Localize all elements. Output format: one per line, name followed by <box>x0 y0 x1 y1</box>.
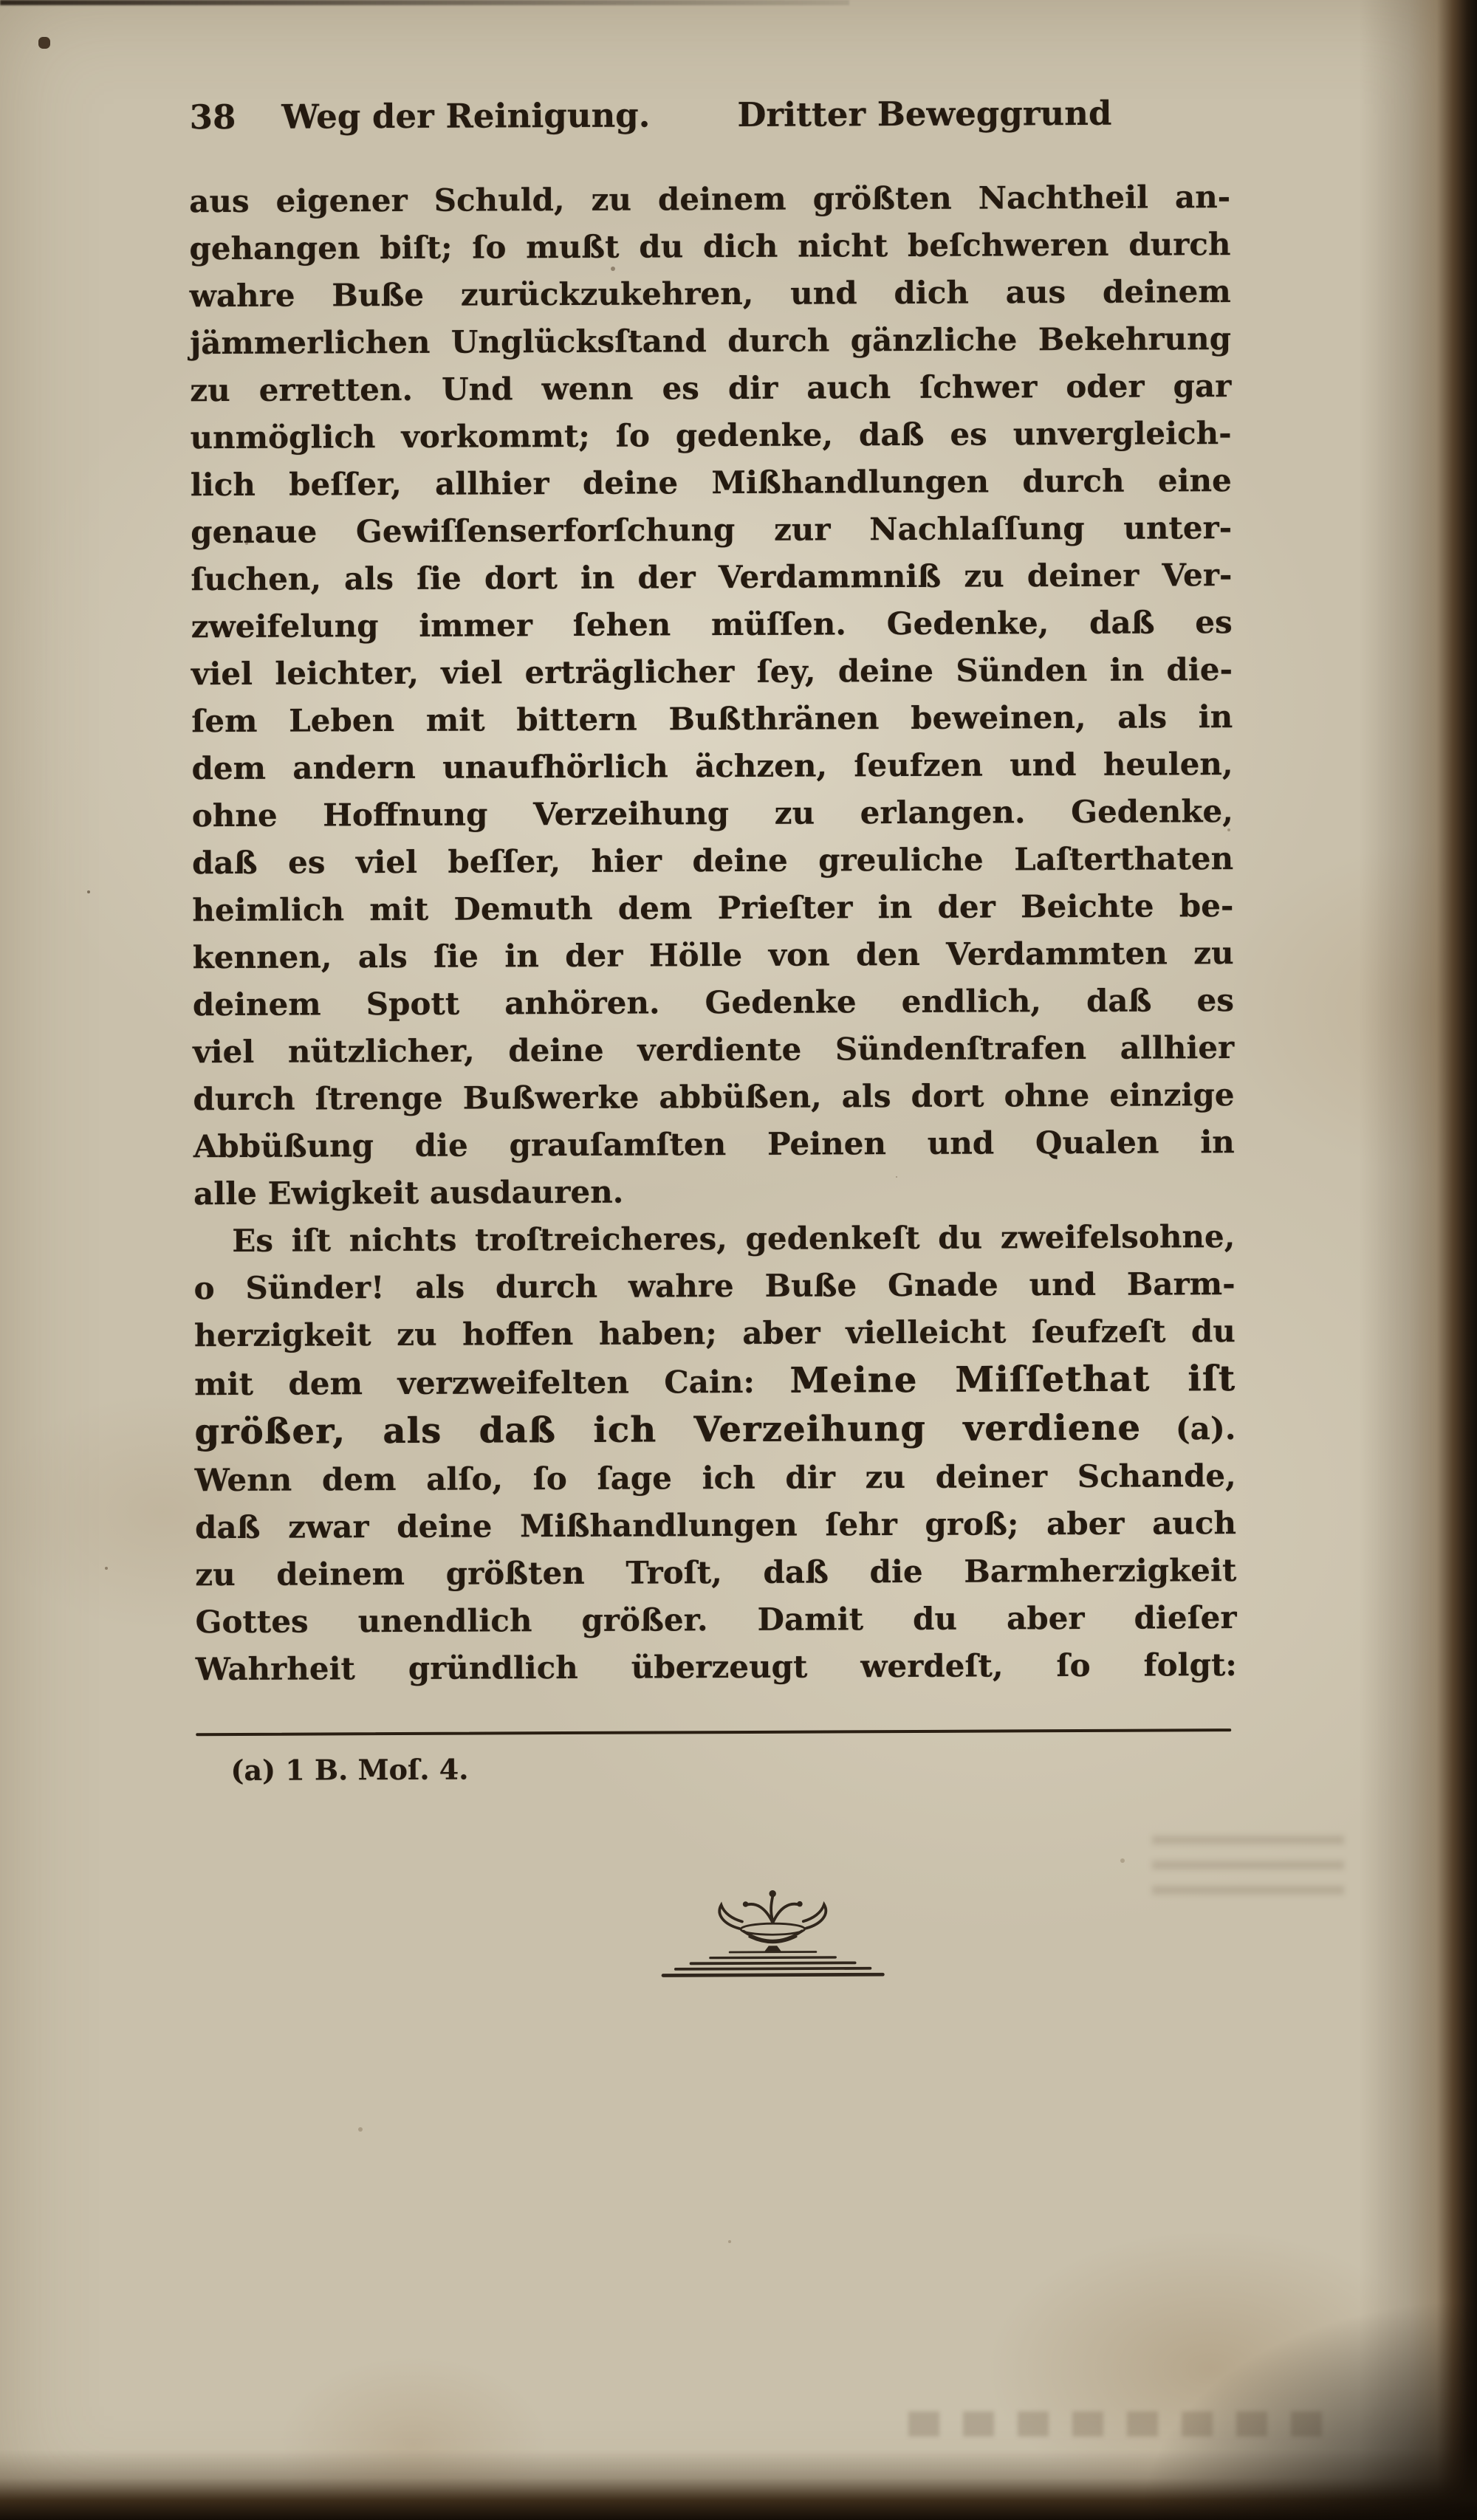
text-line: zu deinem größten Troſt, daß die Barmherzigkeit <box>195 1552 1237 1593</box>
text-line: viel leichter, viel erträglicher ſey, deine Sünden in die- <box>191 651 1233 693</box>
paragraph-continuation <box>189 174 1235 1218</box>
text-line: unmöglich vorkommt; ſo gedenke, daß es unvergleich- <box>190 415 1232 456</box>
text-line: Abbüßung die grauſamſten Peinen und Qualen in <box>193 1124 1235 1165</box>
text-line: herzigkeit zu hoffen haben; aber vielleicht ſeufzeſt du <box>193 1313 1236 1354</box>
text-line: alle Ewigkeit ausdauren. <box>193 1173 624 1212</box>
text-line: dem andern unaufhörlich ächzen, ſeufzen und heulen, <box>191 746 1233 787</box>
page-header <box>190 92 1231 138</box>
body-text <box>189 174 1237 1693</box>
text-line: daß zwar deine Mißhandlungen ſehr groß; aber auch <box>194 1505 1237 1546</box>
text-line: Es iſt nichts troſtreicheres, gedenkeſt du zweifelsohne, <box>232 1218 1236 1260</box>
footnote-rule <box>196 1728 1231 1736</box>
text-line: Wenn dem alſo, ſo ſage ich dir zu deiner Schande, <box>194 1458 1236 1499</box>
text-line: viel nützlicher, deine verdiente Sündenſtrafen allhier <box>193 1029 1235 1071</box>
text-line: ohne Hoffnung Verzeihung zu erlangen. Gedenke, <box>191 793 1233 834</box>
text-line: kennen, als ſie in der Hölle von den Verdammten zu <box>192 935 1234 976</box>
running-title: Weg der Reinigung. <box>281 95 651 137</box>
text-line: Gottes unendlich größer. Damit du aber dieſer <box>195 1599 1237 1641</box>
tailpiece-ornament-icon <box>654 1875 891 1980</box>
text-line: ſem Leben mit bittern Bußthränen beweinen, als in <box>191 698 1233 740</box>
text-line: mit dem verzweifelten Cain: Meine Miſſethat iſt <box>194 1358 1236 1403</box>
text-line: gehangen biſt; ſo mußt du dich nicht beſchweren durch <box>189 226 1231 267</box>
text-line: genaue Gewiſſenserforſchung zur Nachlaſſung unter- <box>191 509 1233 551</box>
text-line: ſuchen, als ſie dort in der Verdammniß zu deiner Ver- <box>191 557 1233 598</box>
section-title: Dritter Beweggrund <box>737 93 1112 135</box>
text-line: Wahrheit gründlich überzeugt werdeſt, ſo folgt: <box>195 1647 1237 1688</box>
text-line: daß es viel beſſer, hier deine greuliche Laſterthaten <box>191 840 1234 882</box>
page-number: 38 <box>189 97 236 137</box>
text-line: wahre Buße zurückzukehren, und dich aus deinem <box>189 273 1231 315</box>
text-line: deinem Spott anhören. Gedenke endlich, daß es <box>192 982 1235 1023</box>
text-line: durch ſtrenge Bußwerke abbüßen, als dort ohne einzige <box>193 1077 1235 1118</box>
text-line: lich beſſer, allhier deine Mißhandlungen durch eine <box>190 462 1232 504</box>
footnote: (a) 1 B. Moſ. 4. <box>230 1752 469 1788</box>
text-line: aus eigener Schuld, zu deinem größten Nachtheil an- <box>189 179 1231 220</box>
paragraph <box>193 1213 1237 1693</box>
text-line: heimlich mit Demuth dem Prieſter in der Beichte be- <box>192 888 1234 929</box>
text-line: größer, als daß ich Verzeihung verdiene (a). <box>194 1407 1236 1453</box>
text-line: jämmerlichen Unglücksſtand durch gänzliche Bekehrung <box>189 320 1232 362</box>
text-line: o Sünder! als durch wahre Buße Gnade und Barm- <box>193 1266 1236 1307</box>
text-line: zweifelung immer ſehen müſſen. Gedenke, daß es <box>191 604 1233 645</box>
text-line: zu erretten. Und wenn es dir auch ſchwer oder gar <box>190 368 1232 409</box>
